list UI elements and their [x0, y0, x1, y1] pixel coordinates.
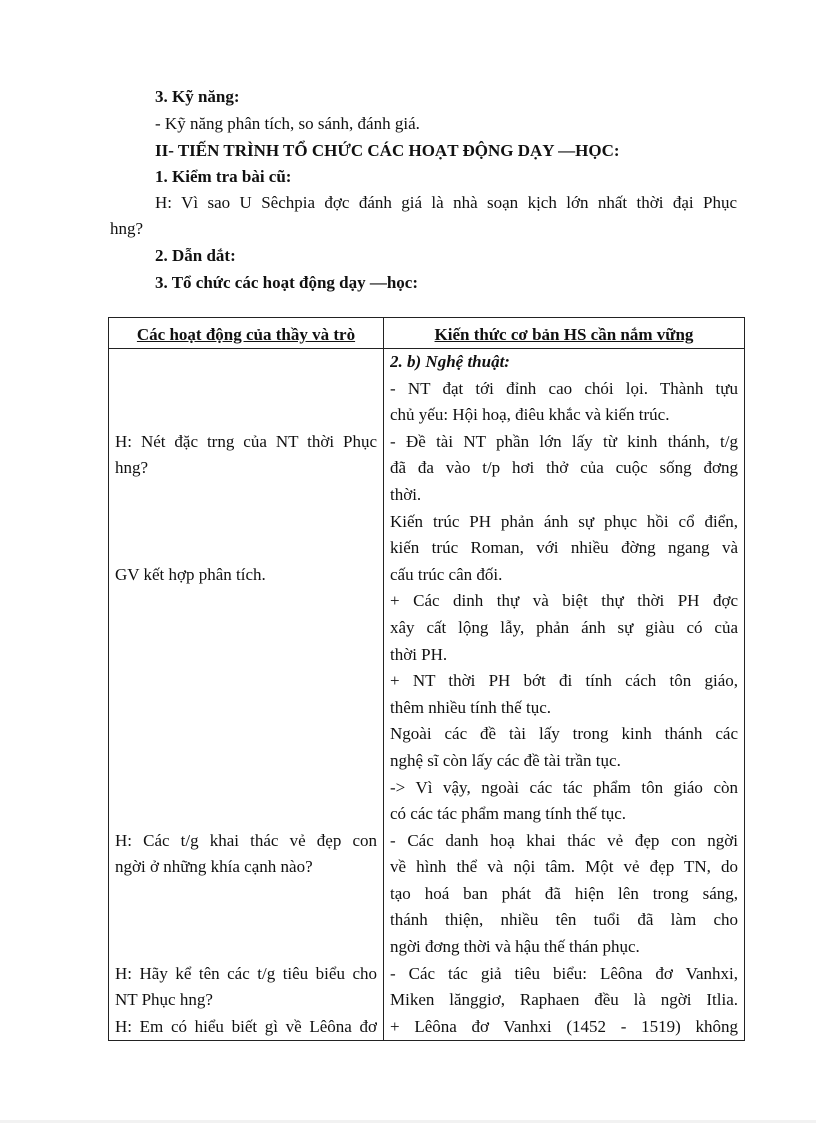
- question-line-2: hng?: [110, 219, 144, 238]
- right-cell-line: - Đề tài NT phần lớn lấy từ kinh thánh, t/g: [390, 431, 738, 451]
- left-cell-line: [115, 907, 377, 934]
- table-body-row: [109, 349, 745, 1041]
- left-cell-line: ngời ở những khía cạnh nào?: [115, 857, 313, 877]
- left-cell-line: hng?: [115, 458, 149, 478]
- right-cell-line: + Các dinh thự và biệt thự thời PH đợc: [390, 591, 738, 611]
- left-cell-line: [115, 402, 377, 429]
- left-cell-line: GV kết hợp phân tích.: [115, 564, 266, 584]
- teacher-student-column: [109, 349, 384, 1041]
- lead-heading: 2. Dẫn dắt:: [155, 246, 236, 265]
- right-cell-line: + NT thời PH bớt đi tính cách tôn giáo,: [390, 671, 738, 691]
- left-cell-line: [115, 695, 377, 722]
- left-cell-line: [115, 615, 377, 642]
- left-cell-line: [115, 535, 377, 562]
- header-left: Các hoạt động của thầy và trò: [109, 318, 384, 349]
- left-cell-line: [115, 509, 377, 536]
- right-cell-line: - Các danh hoạ khai thác vẻ đẹp con ngời: [390, 830, 738, 850]
- right-cell-line: có các tác phẩm mang tính thế tục.: [390, 804, 627, 824]
- knowledge-column: [384, 349, 745, 1041]
- right-cell-line: Ngoài các đề tài lấy trong kinh thánh các: [390, 724, 738, 744]
- activity-table: [108, 317, 745, 1041]
- right-cell-line: -> Vì vậy, ngoài các tác phẩm tôn giáo còn: [390, 777, 738, 797]
- right-cell-line: + Lêôna đơ Vanhxi (1452 - 1519) không: [390, 1016, 738, 1036]
- left-cell-line: [115, 349, 377, 376]
- left-cell-line: [115, 881, 377, 908]
- right-cell-line: xây cất lộng lẫy, phản ánh sự giàu có của: [390, 617, 738, 637]
- right-cell-line: - NT đạt tới đỉnh cao chói lọi. Thành tựu: [390, 378, 738, 398]
- right-cell-line: tạo hoá ban phát đã hiện lên trong sáng,: [390, 883, 738, 903]
- skills-heading: 3. Kỹ năng:: [155, 87, 240, 106]
- right-cell-line: Kiến trúc PH phản ánh sự phục hồi cổ điển,: [390, 511, 738, 531]
- question-line-1: H: Vì sao U Sêchpia đợc đánh giá là nhà soạn kịch lớn nhất thời đại Phục: [155, 193, 737, 212]
- right-cell-line: chủ yếu: Hội hoạ, điêu khắc và kiến trúc.: [390, 405, 670, 425]
- right-cell-line: về hình thể và nội tâm. Một vẻ đẹp TN, do: [390, 857, 738, 877]
- left-cell-line: H: Các t/g khai thác vẻ đẹp con: [115, 830, 377, 850]
- right-cell-line: nghệ sĩ còn lấy các đề tài trần tục.: [390, 750, 621, 770]
- right-cell-line: thời PH.: [390, 644, 448, 664]
- right-cell-line: thánh thiện, nhiều tên tuổi đã làm cho: [390, 910, 738, 930]
- organize-heading: 3. Tổ chức các hoạt động dạy —học:: [155, 273, 419, 292]
- art-subheading: 2. b) Nghệ thuật:: [390, 352, 510, 371]
- left-cell-line: [115, 775, 377, 802]
- left-cell-line: [115, 748, 377, 775]
- right-cell-line: cấu trúc cân đối.: [390, 564, 503, 584]
- left-cell-line: [115, 801, 377, 828]
- check-heading: 1. Kiểm tra bài cũ:: [155, 167, 292, 186]
- left-cell-line: [115, 721, 377, 748]
- right-cell-line: Miken lănggiơ, Raphaen đều là ngời Itlia.: [390, 990, 738, 1010]
- left-cell-line: [115, 668, 377, 695]
- left-cell-line: [115, 376, 377, 403]
- right-cell-line: - Các tác giả tiêu biểu: Lêôna đơ Vanhxi,: [390, 963, 738, 983]
- header-right: Kiến thức cơ bản HS cần nắm vững: [384, 318, 745, 349]
- right-cell-line: ngời đơng thời và hậu thế thán phục.: [390, 937, 640, 957]
- left-cell-line: [115, 642, 377, 669]
- left-cell-line: [115, 482, 377, 509]
- left-cell-line: H: Em có hiểu biết gì về Lêôna đơ: [115, 1016, 377, 1036]
- right-cell-line: thời.: [390, 484, 422, 504]
- right-cell-line: thêm nhiều tính thế tục.: [390, 697, 551, 717]
- left-cell-line: [115, 934, 377, 961]
- right-cell-line: đã đa vào t/p hơi thở của cuộc sống đơng: [390, 458, 738, 478]
- left-cell-line: H: Nét đặc trng của NT thời Phục: [115, 431, 377, 451]
- section-heading: II- TIẾN TRÌNH TỔ CHỨC CÁC HOẠT ĐỘNG DẠY —HỌC:: [155, 141, 620, 160]
- right-cell-line: kiến trúc Roman, với nhiều đờng ngang và: [390, 538, 738, 558]
- skills-text: - Kỹ năng phân tích, so sánh, đánh giá.: [155, 114, 420, 133]
- left-cell-line: H: Hãy kể tên các t/g tiêu biểu cho: [115, 963, 377, 983]
- left-cell-line: NT Phục hng?: [115, 990, 213, 1010]
- left-cell-line: [115, 588, 377, 615]
- table-header-row: [109, 318, 745, 349]
